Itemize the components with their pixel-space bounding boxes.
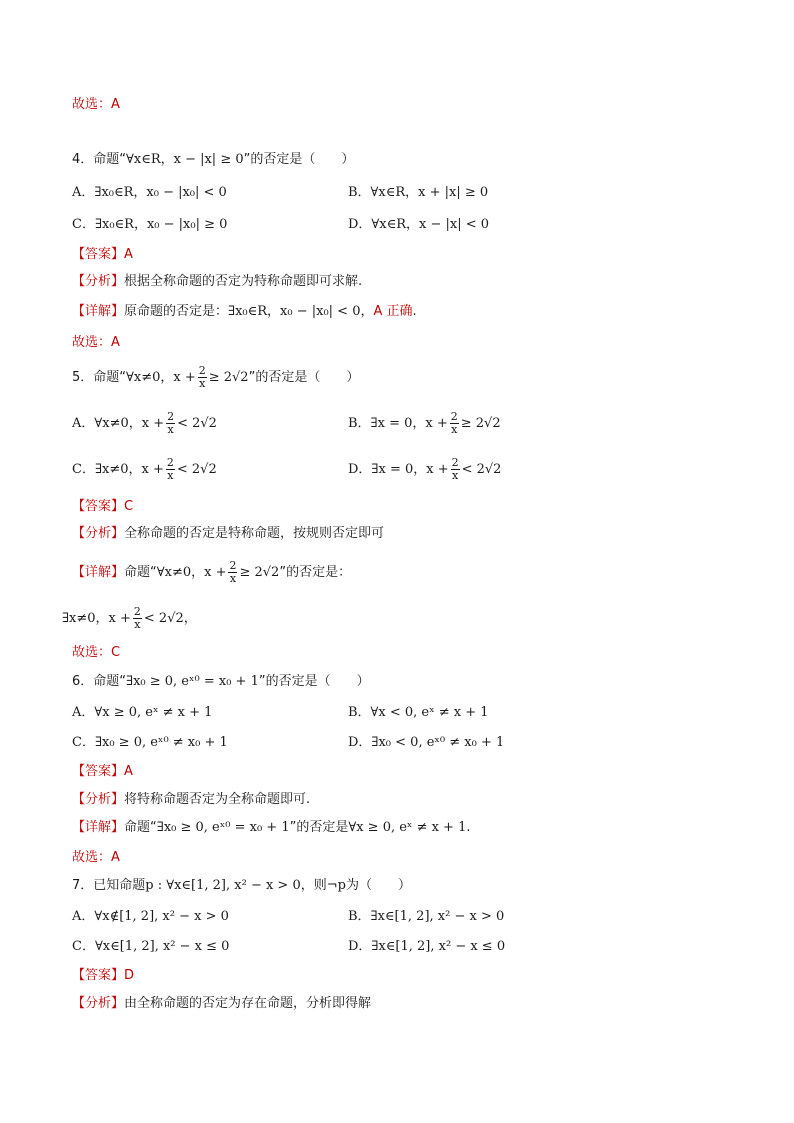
q6-option-a: A．∀x ≥ 0, eˣ ≠ x + 1 [72,705,213,720]
q4-option-d: D．∀x∈R，x − |x| < 0 [348,217,490,232]
q5-detail-fraction: $\frac{2}{x}$ [229,559,237,585]
q5-detail-pre: 命题“ [124,565,157,580]
q4-answer-tag: 【答案】 [72,247,125,262]
q6-stem-math: ∃x₀ ≥ 0, eˣ⁰ = x₀ + 1 [126,674,259,689]
q7-option-c: C．∀x∈[1, 2], x² − x ≤ 0 [72,939,230,954]
q5-analysis-line [72,524,384,544]
q5-detail-result: ∃x≠0，x + $\frac{2}{x}$ < 2√2， [62,605,197,631]
q6-detail-tag: 【详解】 [72,820,125,835]
q6-option-c: C．∃x₀ ≥ 0, eˣ⁰ ≠ x₀ + 1 [72,735,228,750]
q5-detail-post: ”的否定是： [279,565,352,580]
q6-detail-post: . [466,820,471,835]
q6-stem [72,672,370,692]
q6-detail-math: ∃x₀ ≥ 0, eˣ⁰ = x₀ + 1 [156,820,290,835]
q5-option-a: A．∀x≠0，x + $\frac{2}{x}$ < 2√2 [72,410,217,436]
q5-analysis-tag: 【分析】 [72,526,125,541]
q4-answer: A [124,247,133,262]
q7-option-a: A．∀x∉[1, 2], x² − x > 0 [72,909,229,924]
q6-answer-tag: 【答案】 [72,764,125,779]
q7-stem-mid: ，则 [300,878,327,893]
q6-stem-pre: 6．命题“ [72,674,127,689]
q4-stem-pre: 4．命题“ [72,152,127,167]
q6-answer-line [72,762,133,782]
q7-option-d: D．∃x∈[1, 2], x² − x ≤ 0 [348,939,506,954]
q5-analysis-text: 全称命题的否定是特称命题，按规则否定即可 [124,526,385,541]
q4-analysis-tag: 【分析】 [72,274,125,289]
q7-stem-post: 为（ ） [345,878,411,893]
q6-option-d: D．∃x₀ < 0, eˣ⁰ ≠ x₀ + 1 [348,735,505,750]
q4-option-b: B．∀x∈R，x + |x| ≥ 0 [348,185,489,200]
q5-option-b: B．∃x = 0，x + $\frac{2}{x}$ ≥ 2√2 [348,410,501,436]
q7-analysis-text: 由全称命题的否定为存在命题，分析即得解 [124,996,372,1011]
q6-answer: A [124,764,133,779]
q6-analysis-line [72,790,310,810]
q7-analysis-line [72,994,371,1014]
q4-stem [72,150,354,170]
q7-stem-pre: 7．已知命题 [72,878,146,893]
q7-answer-line [72,966,134,986]
q7-analysis-tag: 【分析】 [72,996,125,1011]
q4-answer-line [72,245,133,265]
q6-analysis-text: 将特称命题否定为全称命题即可. [124,792,311,807]
q5-detail-line [72,560,351,585]
q5-stem-math-a: ∀x≠0，x + [126,370,196,385]
q5-answer-tag: 【答案】 [72,499,125,514]
q5-answer: C [124,499,134,514]
q4-detail-correct: A 正确 [373,304,413,319]
q5-detail-math-b: ≥ 2√2 [239,565,280,580]
q5-stem [72,365,359,390]
q4-select-line: 故选：A [72,335,120,350]
q4-detail-post1: ， [360,304,374,319]
q7-answer: D [124,968,135,983]
q5-stem-math-b: ≥ 2√2 [208,370,249,385]
q3-select-line: 故选：A [72,97,120,112]
q4-stem-math: ∀x∈R，x − |x| ≥ 0 [126,152,244,167]
q5-detail-math-a: ∀x≠0，x + [156,565,227,580]
q5-option-d: D．∃x = 0，x + $\frac{2}{x}$ < 2√2 [348,456,502,482]
q7-stem-math: p : ∀x∈[1, 2], x² − x > 0 [145,878,301,893]
q4-option-c: C．∃x₀∈R，x₀ − |x₀| ≥ 0 [72,217,228,232]
q5-stem-pre: 5．命题“ [72,370,127,385]
q5-stem-post: ”的否定是（ ） [248,370,360,385]
q4-analysis-line [72,272,362,292]
q7-stem [72,876,411,896]
q6-option-b: B．∀x < 0, eˣ ≠ x + 1 [348,705,489,720]
q4-detail-tag: 【详解】 [72,304,125,319]
q4-stem-post: ”的否定是（ ） [243,152,355,167]
q4-analysis-text: 根据全称命题的否定为特称命题即可求解. [124,274,363,289]
q5-answer-line [72,497,133,517]
q4-detail-math: ∃x₀∈R，x₀ − |x₀| < 0 [228,304,361,319]
q6-detail-math2: ∀x ≥ 0, eˣ ≠ x + 1 [348,820,467,835]
q7-option-b: B．∃x∈[1, 2], x² − x > 0 [348,909,505,924]
q6-detail-pre: 命题“ [124,820,157,835]
q5-detail-tag: 【详解】 [72,565,125,580]
q6-detail-mid: ”的否定是 [289,820,349,835]
q4-detail-post3: . [412,304,417,319]
q5-option-c: C．∃x≠0，x + $\frac{2}{x}$ < 2√2 [72,456,217,482]
q4-detail-pre: 原命题的否定是： [124,304,229,319]
q7-answer-tag: 【答案】 [72,968,125,983]
q5-stem-fraction: $\frac{2}{x}$ [198,364,206,390]
q6-detail-line [72,818,471,838]
q4-option-a: A．∃x₀∈R，x₀ − |x₀| < 0 [72,185,227,200]
q7-stem-math2: ¬p [326,878,346,893]
q6-analysis-tag: 【分析】 [72,792,125,807]
q4-detail-line [72,302,417,322]
q5-select-line: 故选：C [72,645,121,660]
q6-stem-post: ”的否定是（ ） [258,674,370,689]
q6-select-line: 故选：A [72,850,120,865]
